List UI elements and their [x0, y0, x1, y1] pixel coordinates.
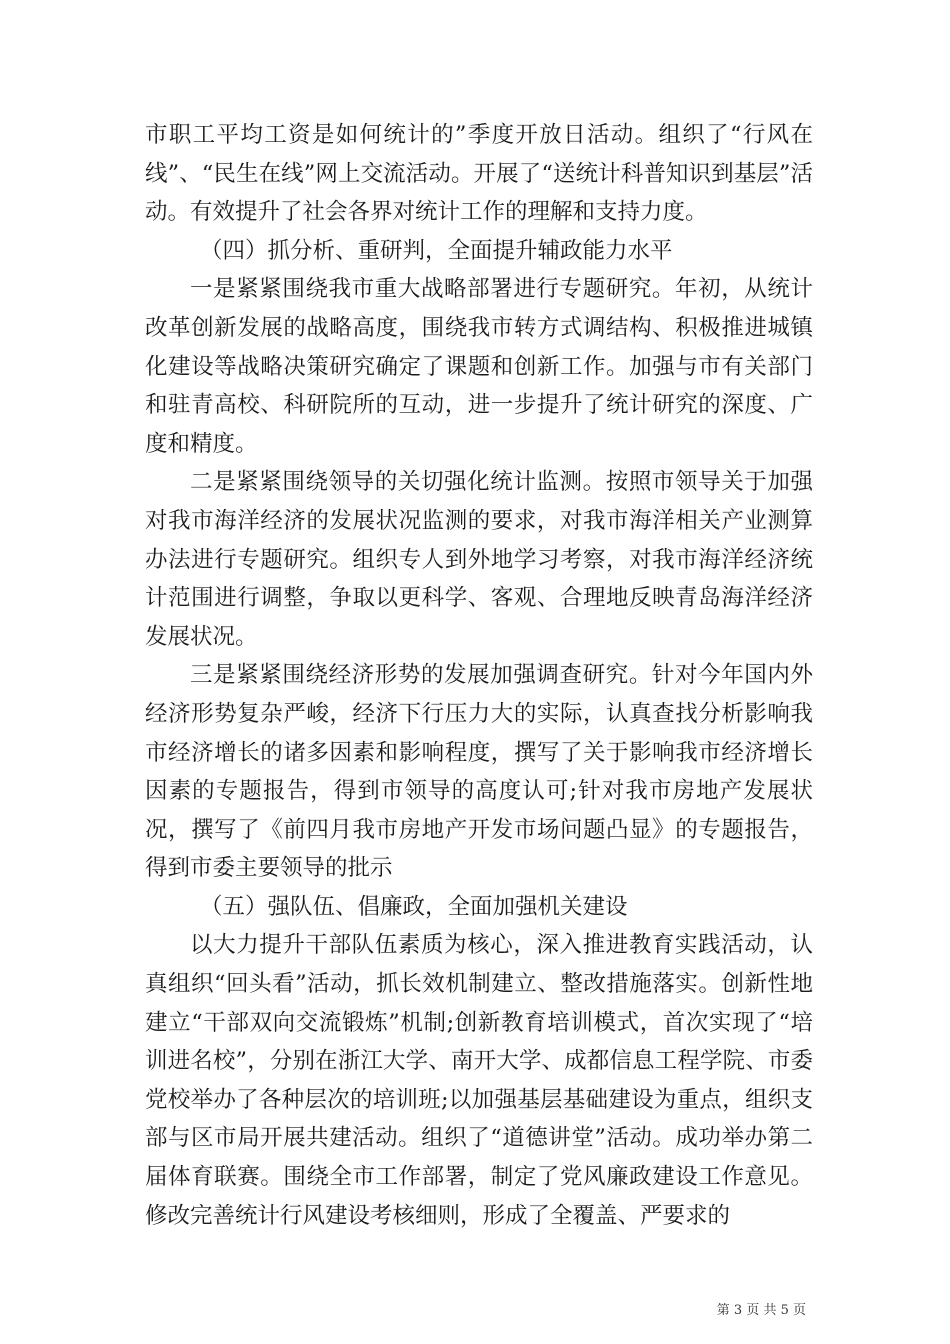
page-body [145, 116, 813, 1235]
paragraph-team-building: 以大力提升干部队伍素质为核心，深入推进教育实践活动，认真组织“回头看”活动，抓长效机制建立、整改措施落实。创新性地建立“干部双向交流锻炼”机制;创新教育培训模式，首次实现了“培训进名校”，分别在浙江大学、南开大学、成都信息工程学院、市委党校举办了各种层次的培训班;以加强基层基础建设为重点，组织支部与区市局开展共建活动。组织了“道德讲堂”活动。成功举办第二届体育联赛。围绕全市工作部署，制定了党风廉政建设工作意见。修改完善统计行风建设考核细则，形成了全覆盖、严要求的 [145, 932, 813, 1229]
paragraph-investigation: 三是紧紧围绕经济形势的发展加强调查研究。针对今年国内外经济形势复杂严峻，经济下行压力大的实际，认真查找分析影响我市经济增长的诸多因素和影响程度，撰写了关于影响我市经济增长因素的专题报告，得到市领导的高度认可;针对我市房地产发展状况，撰写了《前四月我市房地产开发市场问题凸显》的专题报告，得到市委主要领导的批示 [145, 662, 813, 882]
paragraph-research-strategy: 一是紧紧围绕我市重大战略部署进行专题研究。年初，从统计改革创新发展的战略高度，围绕我市转方式调结构、积极推进城镇化建设等战略决策研究确定了课题和创新工作。加强与市有关部门和驻青高校、科研院所的互动，进一步提升了统计研究的深度、广度和精度。 [145, 276, 813, 457]
paragraph-intro: 市职工平均工资是如何统计的”季度开放日活动。组织了“行风在线”、“民生在线”网上交流活动。开展了“送统计科普知识到基层”活动。有效提升了社会各界对统计工作的理解和支持力度。 [145, 122, 813, 226]
page-number-footer: 第 3 页 共 5 页 [716, 1303, 806, 1318]
section-heading-5: （五）强队伍、倡廉政，全面加强机关建设 [200, 893, 628, 920]
section-heading-4: （四）抓分析、重研判，全面提升辅政能力水平 [200, 237, 673, 264]
paragraph-monitoring: 二是紧紧围绕领导的关切强化统计监测。按照市领导关于加强对我市海洋经济的发展状况监测的要求，对我市海洋相关产业测算办法进行专题研究。组织专人到外地学习考察，对我市海洋经济统计范围进行调整，争取以更科学、客观、合理地反映青岛海洋经济发展状况。 [145, 469, 813, 650]
